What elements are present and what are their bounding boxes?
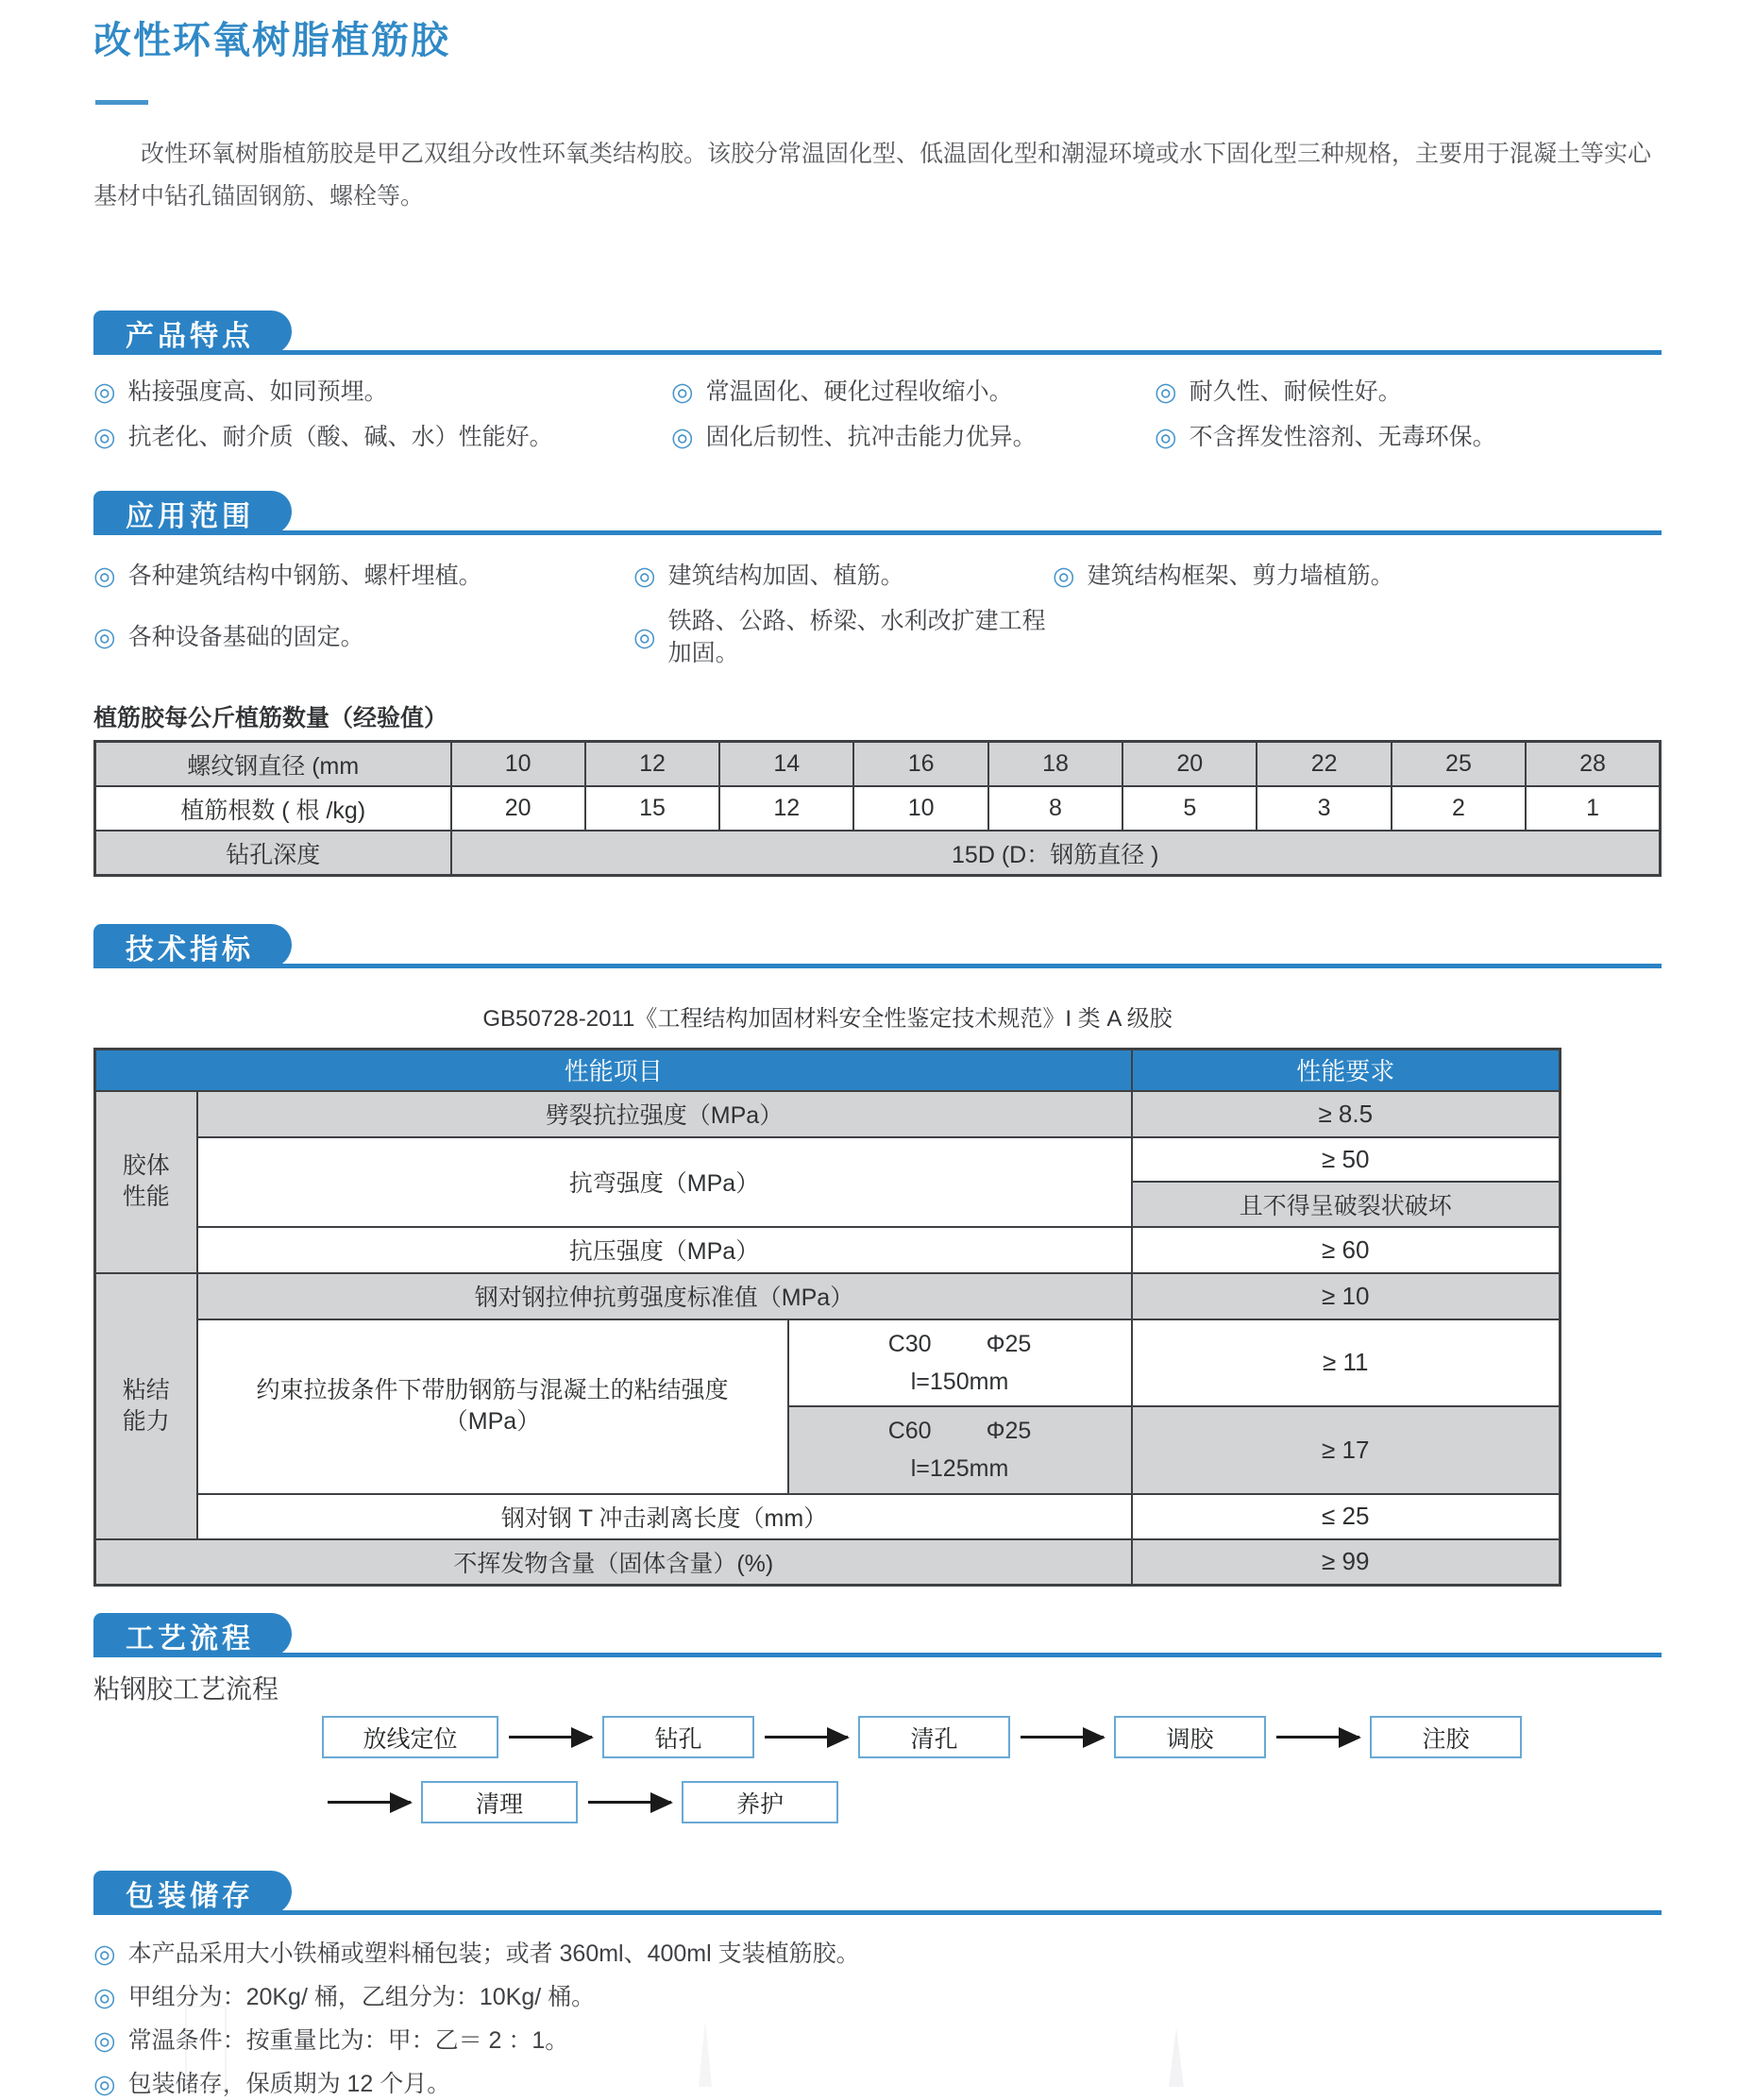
table-row <box>95 1091 1561 1137</box>
section-underline <box>93 964 1662 968</box>
feature-text: 粘接强度高、如同预埋。 <box>127 378 388 405</box>
list-item <box>671 376 1155 408</box>
property-value: ≥ 60 <box>1132 1227 1561 1273</box>
list-item <box>93 1938 1662 1970</box>
double-circle-bullet-icon: ◎ <box>633 623 656 651</box>
diameter-value: 16 <box>853 742 987 787</box>
condition-cell: C30 Φ25 l=150mm <box>788 1319 1132 1406</box>
double-circle-bullet-icon: ◎ <box>633 562 656 590</box>
property-label: 钢对钢 T 冲击剥离长度（mm） <box>197 1494 1132 1539</box>
tech-standard-caption: GB50728-2011《工程结构加固材料安全性鉴定技术规范》I 类 A 级胶 <box>482 1006 1173 1032</box>
flow-step: 钻孔 <box>602 1716 754 1758</box>
list-item <box>671 421 1155 453</box>
table-row <box>95 1227 1561 1273</box>
table-row <box>95 1539 1561 1586</box>
property-label: 抗压强度（MPa） <box>197 1227 1132 1273</box>
double-circle-bullet-icon: ◎ <box>93 378 116 406</box>
depth-value: 15D (D：钢筋直径 ) <box>451 831 1661 876</box>
arrow-right-icon <box>509 1736 592 1739</box>
double-circle-bullet-icon: ◎ <box>93 423 116 451</box>
flow-step: 注胶 <box>1370 1716 1522 1758</box>
section-header-process <box>93 1613 1662 1657</box>
section-underline <box>93 530 1662 535</box>
count-value: 12 <box>719 786 853 831</box>
list-item <box>93 376 671 408</box>
property-label: 抗弯强度（MPa） <box>197 1137 1132 1227</box>
table-row <box>95 1050 1561 1091</box>
process-subtitle: 粘钢胶工艺流程 <box>93 1674 279 1704</box>
double-circle-bullet-icon: ◎ <box>93 1983 116 2011</box>
property-value: ≥ 50 <box>1132 1137 1561 1182</box>
list-item <box>633 605 1053 669</box>
flow-step: 清理 <box>421 1781 578 1823</box>
diameter-value: 22 <box>1257 742 1391 787</box>
application-text: 各种设备基础的固定。 <box>127 624 364 650</box>
double-circle-bullet-icon: ◎ <box>93 1940 116 1968</box>
row-header-depth: 钻孔深度 <box>95 831 451 876</box>
property-value: ≥ 11 <box>1132 1319 1561 1406</box>
list-item <box>633 560 1053 592</box>
flow-step: 养护 <box>682 1781 838 1823</box>
list-item <box>93 1981 1662 2013</box>
arrow-right-icon <box>328 1801 411 1804</box>
diameter-value: 12 <box>585 742 719 787</box>
double-circle-bullet-icon: ◎ <box>671 378 694 406</box>
feature-text: 耐久性、耐候性好。 <box>1189 378 1402 405</box>
tech-header-item: 性能项目 <box>95 1050 1132 1091</box>
property-value: ≤ 25 <box>1132 1494 1561 1539</box>
packaging-list <box>93 1938 1662 2100</box>
group-label-adhesive: 胶体 性能 <box>95 1091 197 1273</box>
process-flow-row-2 <box>328 1781 1662 1823</box>
feature-text: 抗老化、耐介质（酸、碱、水）性能好。 <box>127 424 553 450</box>
applications-list <box>93 560 1662 669</box>
packaging-text: 包装储存，保质期为 12 个月。 <box>127 2071 451 2097</box>
packaging-text: 常温条件：按重量比为：甲：乙＝ 2 ：1。 <box>127 2027 569 2054</box>
section-underline <box>93 1910 1662 1915</box>
arrow-right-icon <box>1021 1736 1104 1739</box>
list-item <box>93 605 633 669</box>
count-value: 5 <box>1122 786 1257 831</box>
count-value: 3 <box>1257 786 1391 831</box>
application-text: 各种建筑结构中钢筋、螺杆埋植。 <box>127 563 482 589</box>
arrow-right-icon <box>1276 1736 1359 1739</box>
diameter-value: 18 <box>988 742 1122 787</box>
table-row <box>95 742 1661 787</box>
double-circle-bullet-icon: ◎ <box>671 423 694 451</box>
property-label: 约束拉拔条件下带肋钢筋与混凝土的粘结强度 （MPa） <box>197 1319 788 1494</box>
section-badge-features: 产品特点 <box>93 311 292 355</box>
diameter-value: 28 <box>1526 742 1660 787</box>
double-circle-bullet-icon: ◎ <box>93 2070 116 2098</box>
count-value: 1 <box>1526 786 1660 831</box>
count-value: 8 <box>988 786 1122 831</box>
row-header-count: 植筋根数 ( 根 /kg) <box>95 786 451 831</box>
section-header-applications <box>93 491 1662 535</box>
section-badge-process: 工艺流程 <box>93 1613 292 1657</box>
count-value: 2 <box>1392 786 1526 831</box>
application-text: 建筑结构加固、植筋。 <box>667 563 904 589</box>
list-item <box>93 421 671 453</box>
count-value: 20 <box>451 786 585 831</box>
diameter-value: 10 <box>451 742 585 787</box>
property-label: 劈裂抗拉强度（MPa） <box>197 1091 1132 1137</box>
double-circle-bullet-icon: ◎ <box>93 623 116 651</box>
count-value: 15 <box>585 786 719 831</box>
arrow-right-icon <box>765 1736 848 1739</box>
property-label: 不挥发物含量（固体含量）(%) <box>95 1539 1132 1586</box>
flow-step: 调胶 <box>1114 1716 1266 1758</box>
feature-text: 常温固化、硬化过程收缩小。 <box>705 378 1013 405</box>
count-value: 10 <box>853 786 987 831</box>
application-text: 铁路、公路、桥梁、水利改扩建工程加固。 <box>667 608 1046 666</box>
features-list <box>93 376 1662 453</box>
list-item <box>1053 560 1662 592</box>
intro-paragraph: 改性环氧树脂植筋胶是甲乙双组分改性环氧类结构胶。该胶分常温固化型、低温固化型和潮湿环境或水下固化型三种规格，主要用于混凝土等实心基材中钻孔锚固钢筋、螺栓等。 <box>93 141 1652 210</box>
double-circle-bullet-icon: ◎ <box>93 2026 116 2055</box>
double-circle-bullet-icon: ◎ <box>1155 423 1177 451</box>
list-item <box>93 2068 1662 2100</box>
packaging-text: 甲组分为：20Kg/ 桶，乙组分为：10Kg/ 桶。 <box>127 1984 596 2010</box>
arrow-right-icon <box>588 1801 671 1804</box>
list-item <box>93 2024 1662 2057</box>
application-text: 建筑结构框架、剪力墙植筋。 <box>1087 563 1394 589</box>
packaging-text: 本产品采用大小铁桶或塑料桶包装；或者 360ml、400ml 支装植筋胶。 <box>127 1940 860 1967</box>
table-row <box>95 831 1661 876</box>
section-badge-tech: 技术指标 <box>93 924 292 968</box>
table-row <box>95 1137 1561 1182</box>
list-item <box>1155 421 1662 453</box>
property-value-note: 且不得呈破裂状破坏 <box>1132 1182 1561 1227</box>
group-label-bonding: 粘结 能力 <box>95 1273 197 1539</box>
section-header-packaging <box>93 1871 1662 1915</box>
section-header-features <box>93 311 1662 355</box>
tech-header-req: 性能要求 <box>1132 1050 1561 1091</box>
diameter-value: 20 <box>1122 742 1257 787</box>
property-value: ≥ 99 <box>1132 1539 1561 1586</box>
row-header-diameter: 螺纹钢直径 (mm <box>95 742 451 787</box>
section-underline <box>93 1653 1662 1657</box>
diameter-value: 14 <box>719 742 853 787</box>
section-badge-packaging: 包装储存 <box>93 1871 292 1915</box>
section-underline <box>93 350 1662 355</box>
tech-table <box>93 1048 1561 1587</box>
feature-text: 不含挥发性溶剂、无毒环保。 <box>1189 424 1496 450</box>
list-item <box>1155 376 1662 408</box>
condition-cell: C60 Φ25 l=125mm <box>788 1406 1132 1494</box>
table-row <box>95 1273 1561 1319</box>
property-value: ≥ 17 <box>1132 1406 1561 1494</box>
property-value: ≥ 10 <box>1132 1273 1561 1319</box>
diameter-value: 25 <box>1392 742 1526 787</box>
section-header-tech <box>93 924 1662 968</box>
double-circle-bullet-icon: ◎ <box>1053 562 1075 590</box>
list-item <box>93 560 633 592</box>
table-row <box>95 1494 1561 1539</box>
feature-text: 固化后韧性、抗冲击能力优异。 <box>705 424 1037 450</box>
table-row <box>95 786 1661 831</box>
flow-step: 放线定位 <box>322 1716 498 1758</box>
double-circle-bullet-icon: ◎ <box>1155 378 1177 406</box>
double-circle-bullet-icon: ◎ <box>93 562 116 590</box>
property-value: ≥ 8.5 <box>1132 1091 1561 1137</box>
table-row <box>95 1319 1561 1406</box>
property-label: 钢对钢拉伸抗剪强度标准值（MPa） <box>197 1273 1132 1319</box>
process-flow-row-1 <box>322 1716 1662 1758</box>
page-title: 改性环氧树脂植筋胶 <box>93 20 450 61</box>
dosage-table <box>93 740 1662 877</box>
flow-step: 清孔 <box>858 1716 1010 1758</box>
title-underline <box>95 100 148 105</box>
section-badge-applications: 应用范围 <box>93 491 292 535</box>
dosage-table-title: 植筋胶每公斤植筋数量（经验值） <box>93 705 448 731</box>
